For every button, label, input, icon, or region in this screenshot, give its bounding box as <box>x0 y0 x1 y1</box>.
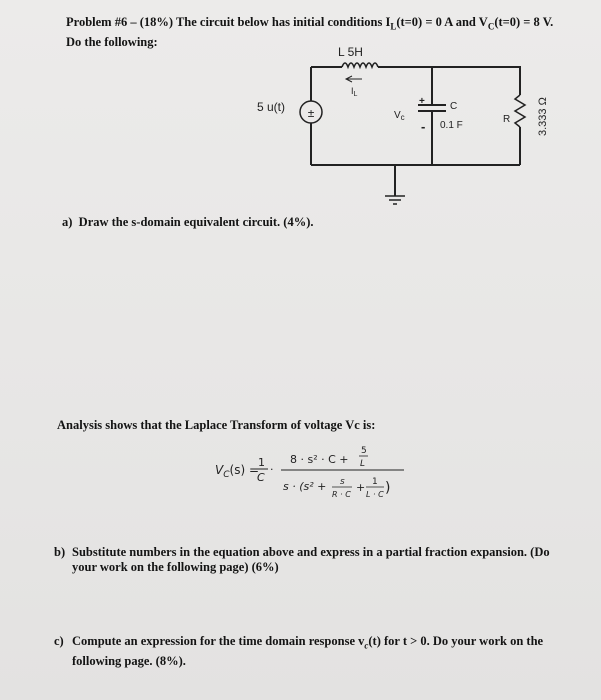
problem-instruction: Do the following: <box>66 34 158 49</box>
circuit-diagram <box>0 0 601 215</box>
ground-symbol <box>385 196 405 204</box>
eq-den-plus: + <box>356 481 366 494</box>
res-value: 3.333 Ω <box>537 97 549 136</box>
vc-minus: - <box>421 119 426 134</box>
resistor <box>515 95 525 127</box>
top-wire-right <box>378 67 520 95</box>
vc-label: $V_c$ <box>394 110 405 122</box>
question-c-text-2: following page. (8%). <box>72 653 186 668</box>
eq-den-frac1-bot: R · C <box>332 490 351 499</box>
source-polarity: ± <box>307 106 315 120</box>
eq-lhs: $V_C(s)$ = <box>215 463 259 480</box>
question-c-text-1b: (t) for t > 0. Do your work on the <box>368 634 544 648</box>
question-a <box>62 215 314 230</box>
inductor <box>342 63 378 67</box>
source-label: 5 u(t) <box>257 100 286 114</box>
res-label: R <box>503 114 511 125</box>
eq-den-s: s · (s² + <box>283 480 327 493</box>
eq-den-frac2-top: 1 <box>372 477 378 487</box>
question-b-text-2: your work on the following page) (6%) <box>72 560 279 574</box>
question-c-label: c) <box>54 634 64 648</box>
question-b-label: b) <box>54 545 66 559</box>
current-label: $I_L$ <box>351 86 358 98</box>
analysis-text: Analysis shows that the Laplace Transform of voltage Vc is: <box>57 418 376 432</box>
cap-label: C <box>450 101 458 112</box>
question-c: c) Compute an expression for the time domain response $v_c(t)$ for t > 0. Do your work on the following page. (8%). <box>54 634 574 669</box>
eq-dot: · <box>270 463 274 476</box>
eq-numerator: 8 · s² · C + <box>290 453 349 466</box>
vc-plus: + <box>419 96 425 107</box>
question-a-label: a) <box>62 215 73 229</box>
eq-den-frac1-top: s <box>340 477 345 487</box>
problem-statement: Problem #6 – (18%) The circuit below has initial conditions $I_L(t=0) = 0$ A and $V_C(t=0) = 8$ V. <box>66 15 554 32</box>
laplace-equation <box>0 440 601 505</box>
eq-c: C <box>257 471 265 484</box>
eq-one: 1 <box>258 456 265 469</box>
question-a-text: Draw the s-domain equivalent circuit. (4%). <box>78 215 314 229</box>
question-c-text-1a: Compute an expression for the time domain response v <box>72 634 365 648</box>
cap-value: 0.1 F <box>440 120 463 131</box>
question-b-text-1: Substitute numbers in the equation above and express in a partial fraction expansion. (Do <box>72 545 550 559</box>
eq-num-frac-bot: L <box>360 459 366 469</box>
eq-den-frac2-bot: L · C <box>366 490 384 499</box>
eq-den-close: ) <box>385 480 391 496</box>
inductor-label: L 5H <box>338 45 363 59</box>
eq-num-frac-top: 5 <box>361 446 367 456</box>
question-b <box>54 545 574 575</box>
